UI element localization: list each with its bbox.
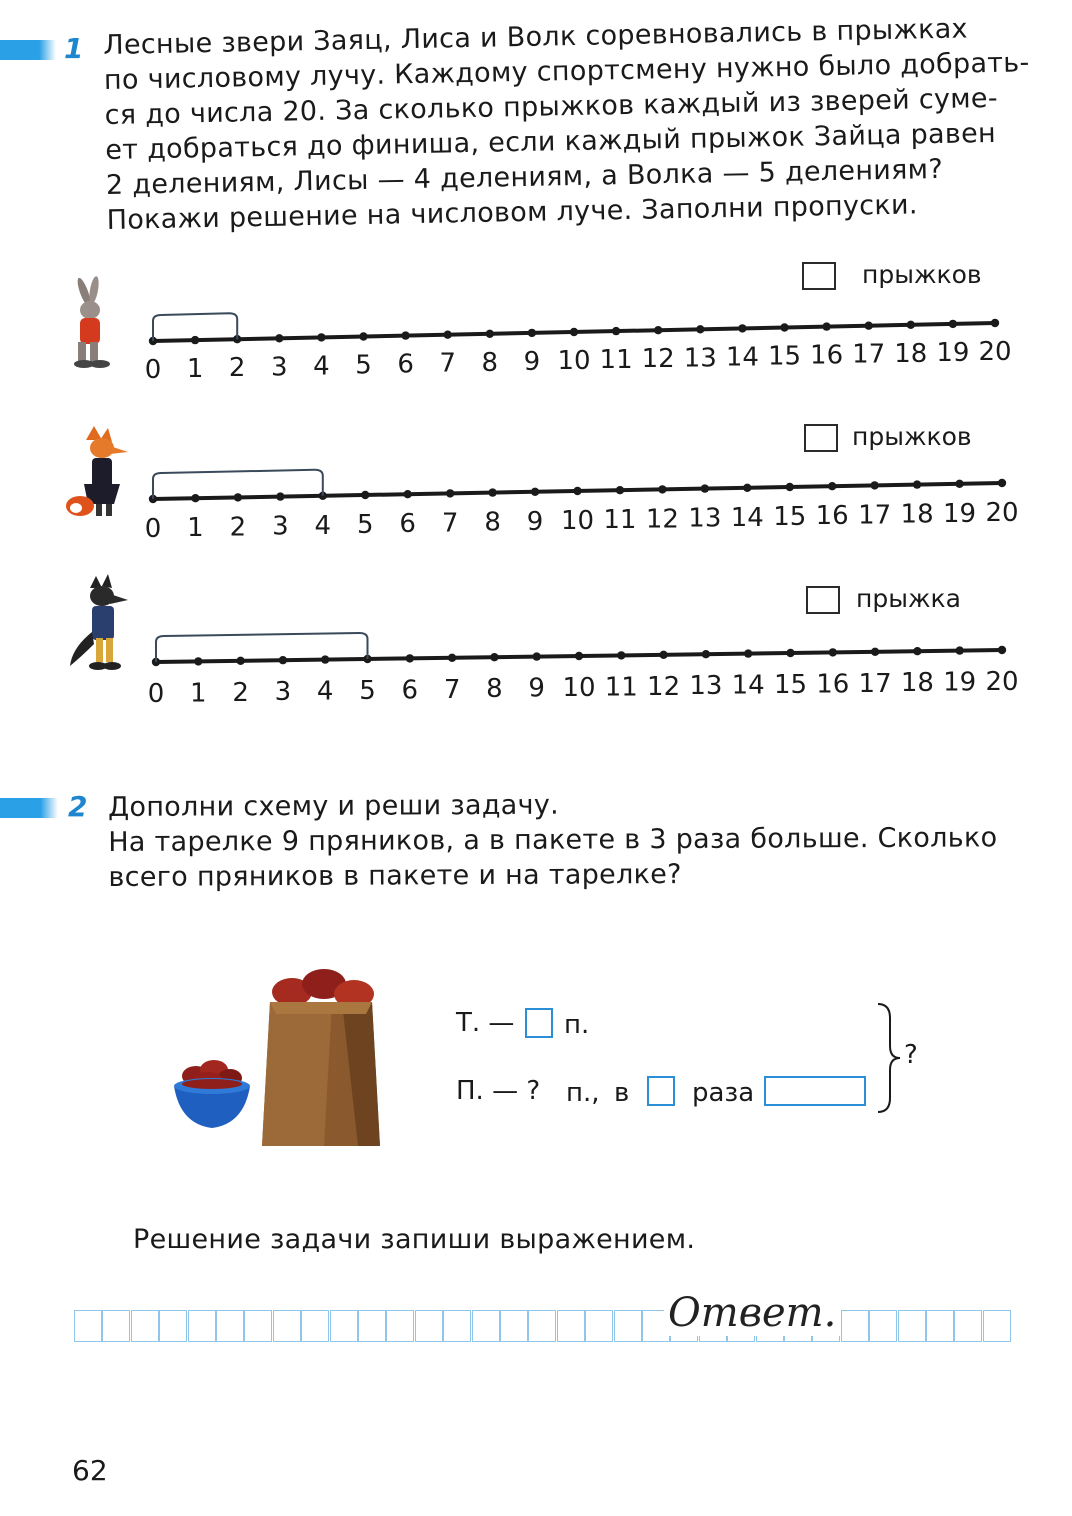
task2-number: 2 xyxy=(68,790,88,823)
scheme-row2-v: в xyxy=(614,1078,630,1108)
tick-label: 0 xyxy=(147,679,165,709)
tick-label: 5 xyxy=(359,676,376,706)
tick-label: 11 xyxy=(604,672,638,703)
tick-label: 9 xyxy=(523,346,541,377)
bag-with-gingerbread-illustration xyxy=(262,962,386,1150)
grid-cell[interactable] xyxy=(301,1310,329,1342)
tick-dot xyxy=(279,656,287,664)
fox-jumps-label: прыжков xyxy=(852,422,972,451)
tick-label: 3 xyxy=(272,511,289,542)
tick-label: 12 xyxy=(641,344,675,375)
grid-cell[interactable] xyxy=(557,1310,585,1342)
tick-label: 6 xyxy=(399,509,416,540)
tick-label: 10 xyxy=(557,346,591,376)
grid-cell[interactable] xyxy=(983,1310,1011,1342)
scheme-bag-expression-input[interactable] xyxy=(764,1076,866,1106)
grid-cell[interactable] xyxy=(74,1310,102,1342)
tick-label: 13 xyxy=(689,671,723,702)
tick-label: 19 xyxy=(943,498,977,529)
grid-cell[interactable] xyxy=(869,1310,897,1342)
tick-label: 8 xyxy=(484,507,501,538)
tick-label: 7 xyxy=(439,348,456,379)
task2-marker-bar xyxy=(0,798,58,818)
tick-label: 1 xyxy=(187,513,204,544)
tick-label: 1 xyxy=(186,354,204,385)
tick-dot xyxy=(659,651,667,659)
grid-cell[interactable] xyxy=(500,1310,528,1342)
tick-label: 9 xyxy=(526,506,544,537)
tick-label: 15 xyxy=(767,341,802,372)
task2-text xyxy=(108,785,998,895)
tick-label: 15 xyxy=(773,502,807,532)
scheme-row2-prefix: П. — ? xyxy=(456,1076,541,1106)
grid-cell[interactable] xyxy=(102,1310,130,1342)
scheme-question-mark: ? xyxy=(904,1040,918,1070)
tick-label: 2 xyxy=(228,353,246,384)
grid-cell[interactable] xyxy=(841,1310,869,1342)
task1-line: ет добраться до финиша, если каждый прыжок Зайца равен xyxy=(105,117,997,166)
scheme-brace xyxy=(874,1002,904,1114)
number-line-wolf-group xyxy=(148,633,1019,709)
tick-label: 16 xyxy=(810,340,844,371)
grid-cell[interactable] xyxy=(159,1310,187,1342)
tick-label: 20 xyxy=(978,337,1012,367)
task1-line: Лесные звери Заяц, Лиса и Волк соревновались в прыжках xyxy=(103,13,969,61)
tick-label: 1 xyxy=(190,678,207,709)
page-number: 62 xyxy=(72,1454,108,1487)
tick-label: 9 xyxy=(528,673,545,704)
tick-label: 18 xyxy=(894,338,928,369)
grid-cell[interactable] xyxy=(386,1310,414,1342)
grid-cell[interactable] xyxy=(216,1310,244,1342)
tick-label: 16 xyxy=(816,669,850,700)
tick-dot xyxy=(744,649,752,657)
tick-label: 2 xyxy=(229,512,247,543)
task2-instruction: Решение задачи запиши выражением. xyxy=(133,1224,696,1255)
grid-cell[interactable] xyxy=(472,1310,500,1342)
grid-cell[interactable] xyxy=(273,1310,301,1342)
grid-cell[interactable] xyxy=(131,1310,159,1342)
hare-jumps-label: прыжков xyxy=(862,260,982,289)
scheme-row2-mid: п., xyxy=(566,1078,600,1108)
grid-cell[interactable] xyxy=(954,1310,982,1342)
tick-dot xyxy=(194,657,202,665)
tick-label: 18 xyxy=(900,668,934,699)
tick-label: 0 xyxy=(144,514,162,544)
grid-cell[interactable] xyxy=(528,1310,556,1342)
tick-label: 8 xyxy=(481,347,499,378)
grid-cell[interactable] xyxy=(585,1310,613,1342)
scheme-times-input[interactable] xyxy=(647,1076,675,1106)
tick-dot xyxy=(871,648,879,656)
tick-label: 14 xyxy=(725,342,759,373)
tick-label: 5 xyxy=(356,510,374,540)
grid-cell[interactable] xyxy=(415,1310,443,1342)
tick-label: 16 xyxy=(815,501,849,532)
tick-label: 0 xyxy=(144,355,162,385)
grid-cell[interactable] xyxy=(244,1310,272,1342)
tick-label: 14 xyxy=(731,670,765,701)
tick-label: 14 xyxy=(730,502,764,533)
fox-jumps-input[interactable] xyxy=(804,424,838,452)
tick-label: 4 xyxy=(316,676,334,707)
scheme-row2-raza: раза xyxy=(692,1078,755,1108)
tick-label: 7 xyxy=(443,674,461,705)
scheme-row1-suffix: п. xyxy=(564,1010,590,1040)
scheme-plate-count-input[interactable] xyxy=(525,1008,553,1038)
task2-line: всего пряников в пакете и на тарелке? xyxy=(108,858,682,893)
tick-label: 12 xyxy=(645,504,679,535)
tick-label: 4 xyxy=(313,351,330,382)
tick-dot xyxy=(533,652,541,660)
tick-label: 6 xyxy=(401,675,419,706)
task2-line: Дополни схему и реши задачу. xyxy=(108,789,560,823)
grid-cell[interactable] xyxy=(443,1310,471,1342)
tick-label: 19 xyxy=(943,667,977,698)
tick-dot xyxy=(575,652,583,660)
wolf-jumps-input[interactable] xyxy=(806,586,840,614)
grid-cell[interactable] xyxy=(188,1310,216,1342)
tick-label: 13 xyxy=(688,503,722,534)
task1-line: Покажи решение на числовом луче. Заполни пропуски. xyxy=(106,189,918,236)
tick-label: 2 xyxy=(232,677,249,708)
tick-label: 11 xyxy=(603,505,637,536)
tick-label: 7 xyxy=(441,508,459,539)
tick-dot xyxy=(406,654,414,662)
task1-line: ся до числа 20. За сколько прыжков каждый из зверей суме- xyxy=(104,82,999,131)
tick-dot xyxy=(956,646,964,654)
tick-label: 17 xyxy=(852,339,886,370)
task2-line: На тарелке 9 пряников, а в пакете в 3 раза больше. Сколько xyxy=(108,822,998,858)
tick-label: 20 xyxy=(985,498,1019,528)
grid-cell[interactable] xyxy=(926,1310,954,1342)
task1-line: 2 делениям, Лисы — 4 делениям, а Волка — 5 делениям? xyxy=(105,153,944,201)
hare-jumps-input[interactable] xyxy=(802,262,836,290)
tick-label: 6 xyxy=(397,349,414,380)
tick-label: 12 xyxy=(647,671,681,702)
plate-with-gingerbread-illustration xyxy=(170,1050,254,1134)
tick-dot xyxy=(998,646,1006,654)
tick-label: 15 xyxy=(773,670,808,700)
grid-cell[interactable] xyxy=(898,1310,926,1342)
tick-dot xyxy=(321,655,329,663)
tick-label: 17 xyxy=(858,500,892,531)
tick-dot xyxy=(617,651,625,659)
tick-dot xyxy=(829,648,837,656)
tick-label: 4 xyxy=(314,510,332,541)
tick-label: 8 xyxy=(486,674,503,705)
tick-label: 3 xyxy=(274,677,292,708)
tick-label: 17 xyxy=(858,668,892,699)
answer-word: Ответ. xyxy=(664,1290,840,1336)
tick-label: 18 xyxy=(900,499,934,530)
tick-label: 11 xyxy=(599,345,633,376)
tick-label: 3 xyxy=(271,352,288,383)
tick-dot xyxy=(448,654,456,662)
tick-dot xyxy=(786,649,794,657)
tick-label: 5 xyxy=(355,350,372,381)
tick-label: 20 xyxy=(985,667,1019,697)
grid-cell[interactable] xyxy=(358,1310,386,1342)
tick-dot xyxy=(702,650,710,658)
scheme-row1-prefix: Т. — xyxy=(456,1008,515,1038)
wolf-jumps-label: прыжка xyxy=(856,584,961,613)
tick-label: 10 xyxy=(560,506,595,536)
task1-line: по числовому лучу. Каждому спортсмену нужно было добрать- xyxy=(103,47,1030,96)
tick-label: 13 xyxy=(683,343,717,374)
task1-number: 1 xyxy=(64,32,84,65)
tick-dot xyxy=(913,647,921,655)
grid-cell[interactable] xyxy=(330,1310,358,1342)
tick-label: 10 xyxy=(562,673,596,703)
grid-cell[interactable] xyxy=(614,1310,642,1342)
tick-label: 19 xyxy=(936,337,970,368)
tick-dot xyxy=(490,653,498,661)
tick-dot xyxy=(236,657,244,665)
